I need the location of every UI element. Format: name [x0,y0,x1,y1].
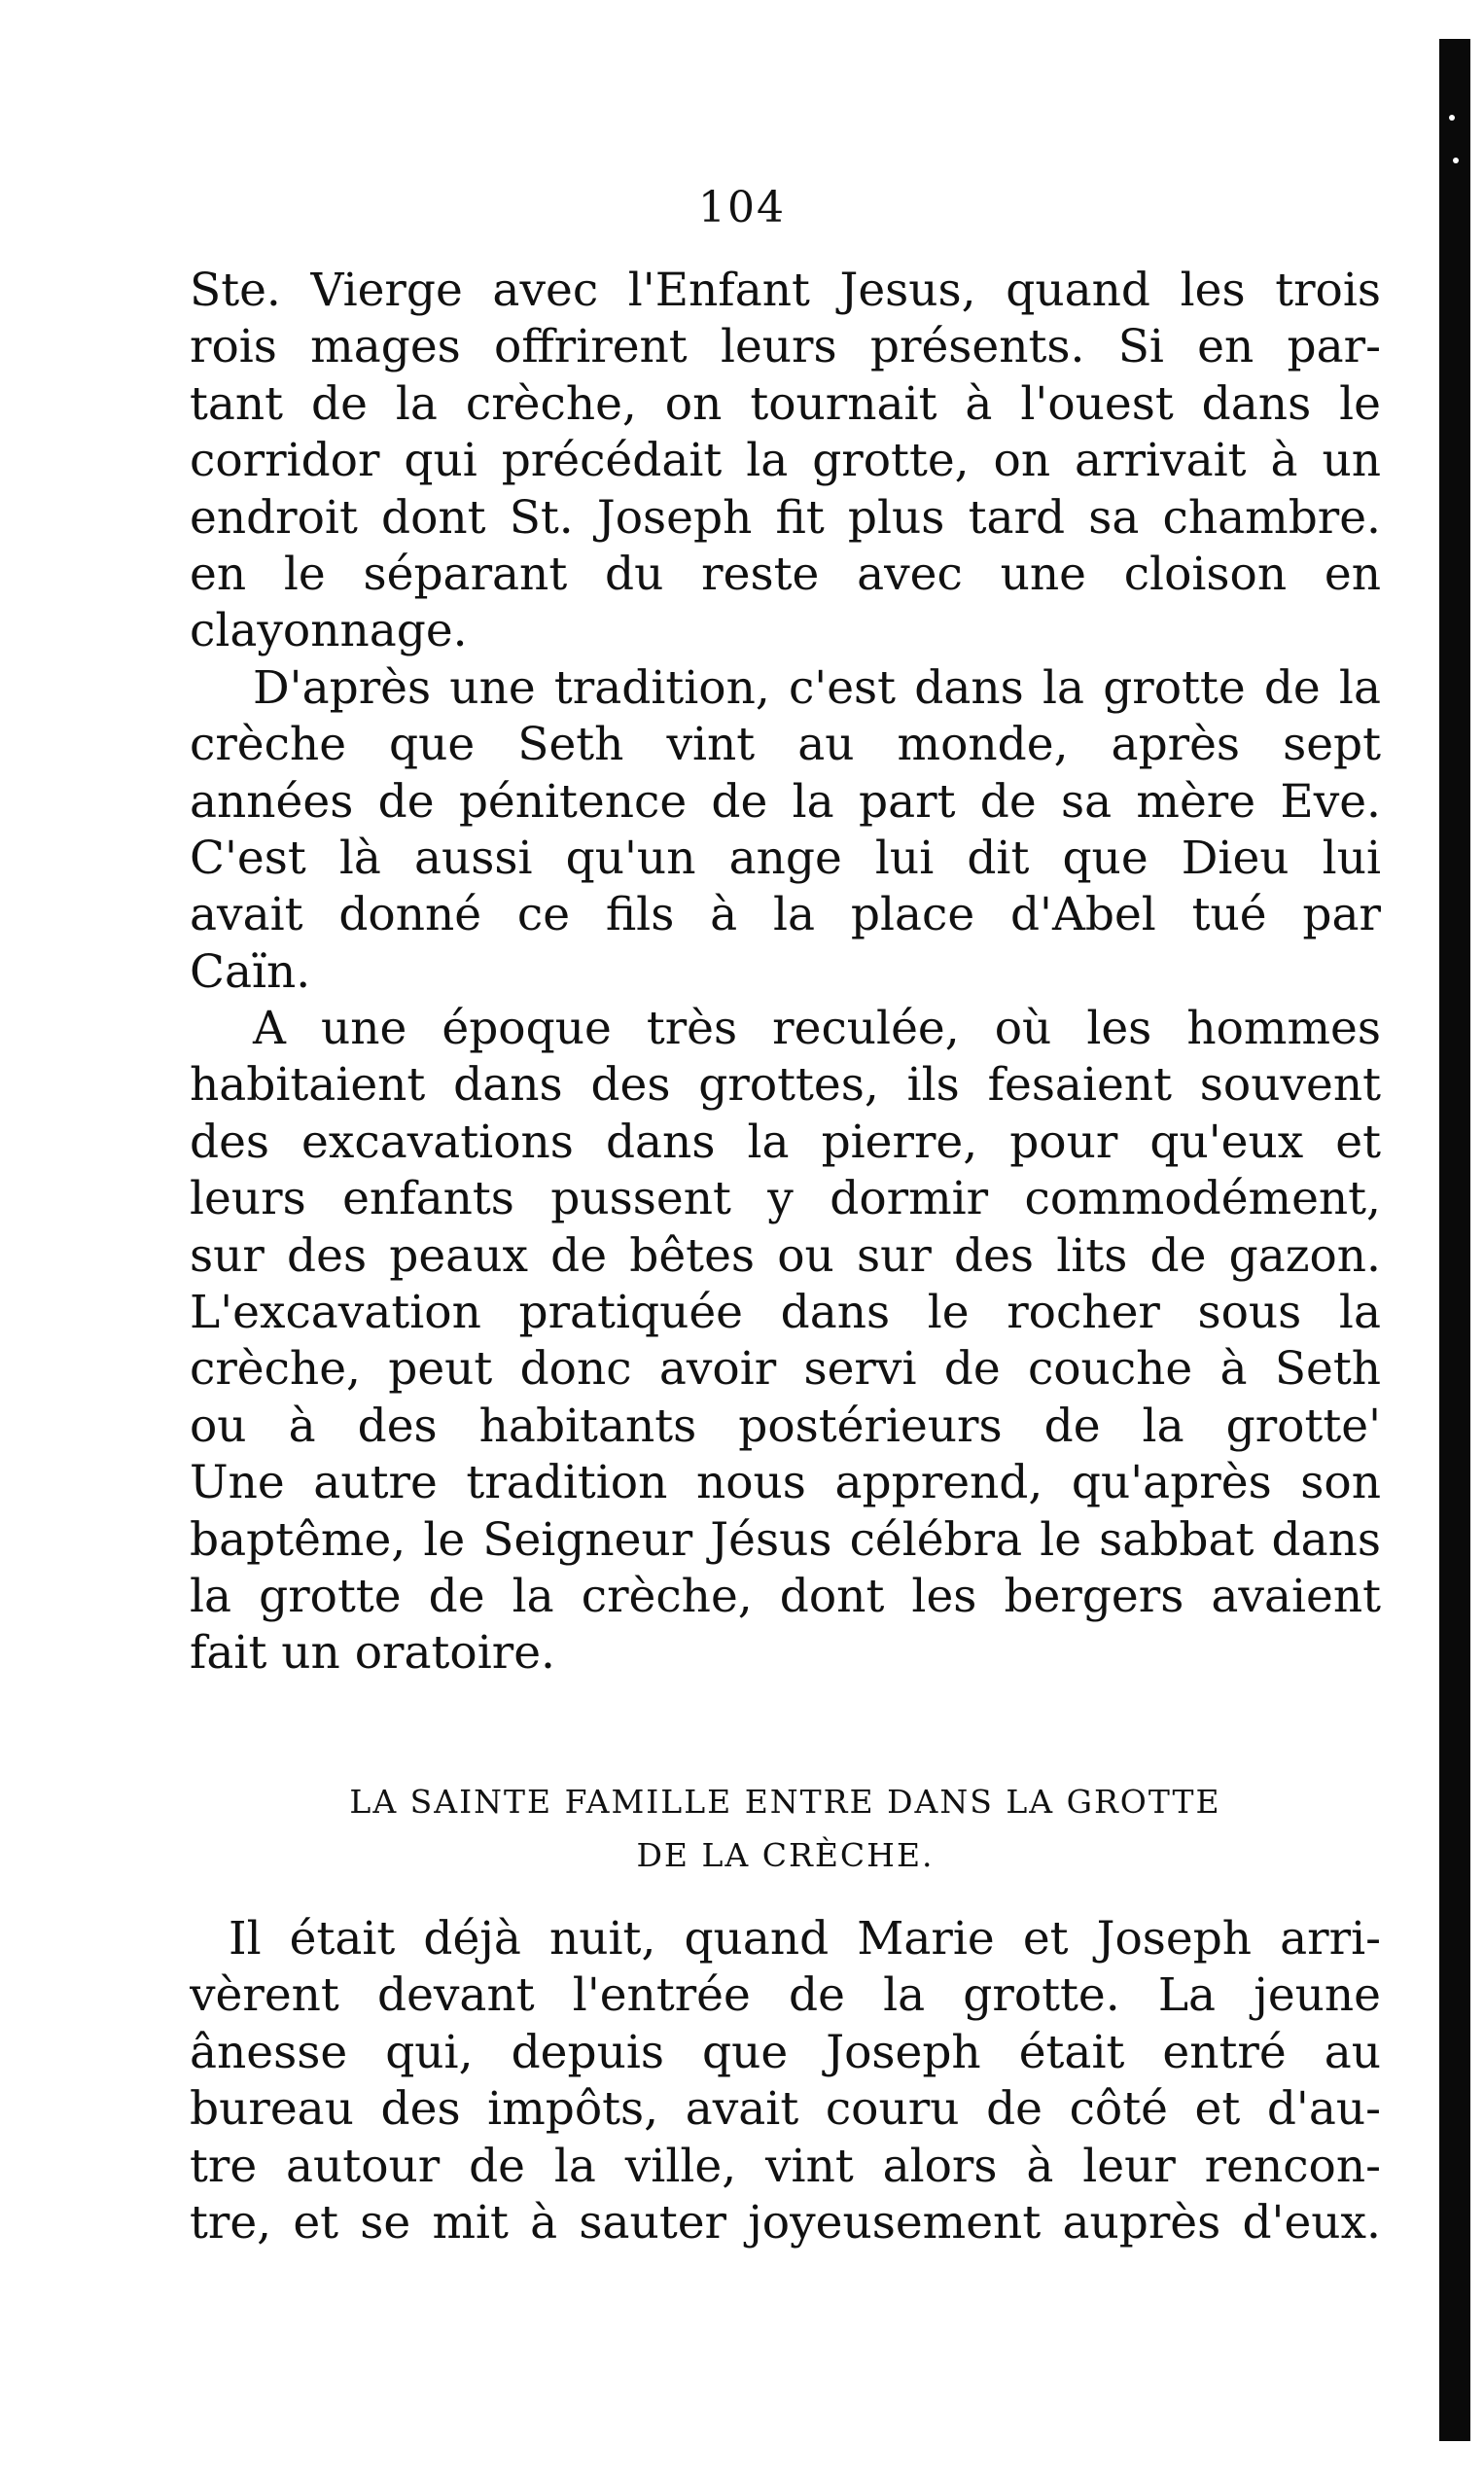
text-line: rois mages offrirent leurs présents. Si en par- [190,320,1381,374]
body-text-top [190,263,1381,1683]
text-line: vèrent devant l'entrée de la grotte. La jeune [190,1968,1381,2023]
scan-speck [1453,158,1459,163]
scan-speck [1449,115,1455,121]
text-line: A une époque très reculée, où les hommes [253,1002,1381,1056]
text-line: tre autour de la ville, vint alors à leur rencon- [190,2139,1381,2193]
text-line: avait donné ce fils à la place d'Abel tué par [190,888,1381,942]
page-number: 104 [698,183,786,232]
text-line: bureau des impôts, avait couru de côté et d'au- [190,2082,1381,2137]
text-line: ou à des habitants postérieurs de la grotte' [190,1399,1381,1453]
text-line: leurs enfants pussent y dormir commodément, [190,1172,1381,1226]
section-heading-line: LA SAINTE FAMILLE ENTRE DANS LA GROTTE [349,1783,1221,1821]
text-line: Il était déjà nuit, quand Marie et Joseph arri- [229,1912,1381,1966]
text-line: Caïn. [190,944,311,999]
text-line: des excavations dans la pierre, pour qu'eux et [190,1115,1381,1169]
text-line: baptême, le Seigneur Jésus célébra le sabbat dans [190,1512,1381,1567]
text-line: endroit dont St. Joseph fit plus tard sa chambre. [190,490,1381,545]
text-line: en le séparant du reste avec une cloison en [190,547,1381,601]
text-line: Ste. Vierge avec l'Enfant Jesus, quand les trois [190,264,1381,317]
text-line: tre, et se mit à sauter joyeusement auprès d'eux. [190,2195,1381,2250]
text-line: la grotte de la crèche, dont les bergers avaient [190,1569,1381,1623]
text-line: Une autre tradition nous apprend, qu'après son [190,1456,1381,1510]
text-line: années de pénitence de la part de sa mère Eve. [190,774,1381,829]
scan-edge-shadow [1439,39,1470,2441]
text-line: clayonnage. [190,604,468,658]
text-line: ânesse qui, depuis que Joseph était entré au [190,2025,1381,2079]
text-line: habitaient dans des grottes, ils fesaient souvent [190,1058,1381,1113]
section-heading [190,1775,1381,1882]
text-line: sur des peaux de bêtes ou sur des lits de gazon. [190,1228,1381,1283]
text-line: tant de la crèche, on tournait à l'ouest dans le [190,376,1381,431]
text-line: C'est là aussi qu'un ange lui dit que Dieu lui [190,831,1381,885]
text-line: corridor qui précédait la grotte, on arrivait à un [190,434,1381,488]
text-line: L'excavation pratiquée dans le rocher sous la [190,1286,1381,1340]
text-line: crèche, peut donc avoir servi de couche à Seth [190,1342,1381,1397]
body-text-bottom [190,1911,1381,2251]
text-line: fait un oratoire. [190,1626,555,1681]
section-heading-line: DE LA CRÈCHE. [636,1836,935,1874]
text-line: crèche que Seth vint au monde, après sept [190,718,1381,772]
text-line: D'après une tradition, c'est dans la grotte de la [253,660,1381,715]
